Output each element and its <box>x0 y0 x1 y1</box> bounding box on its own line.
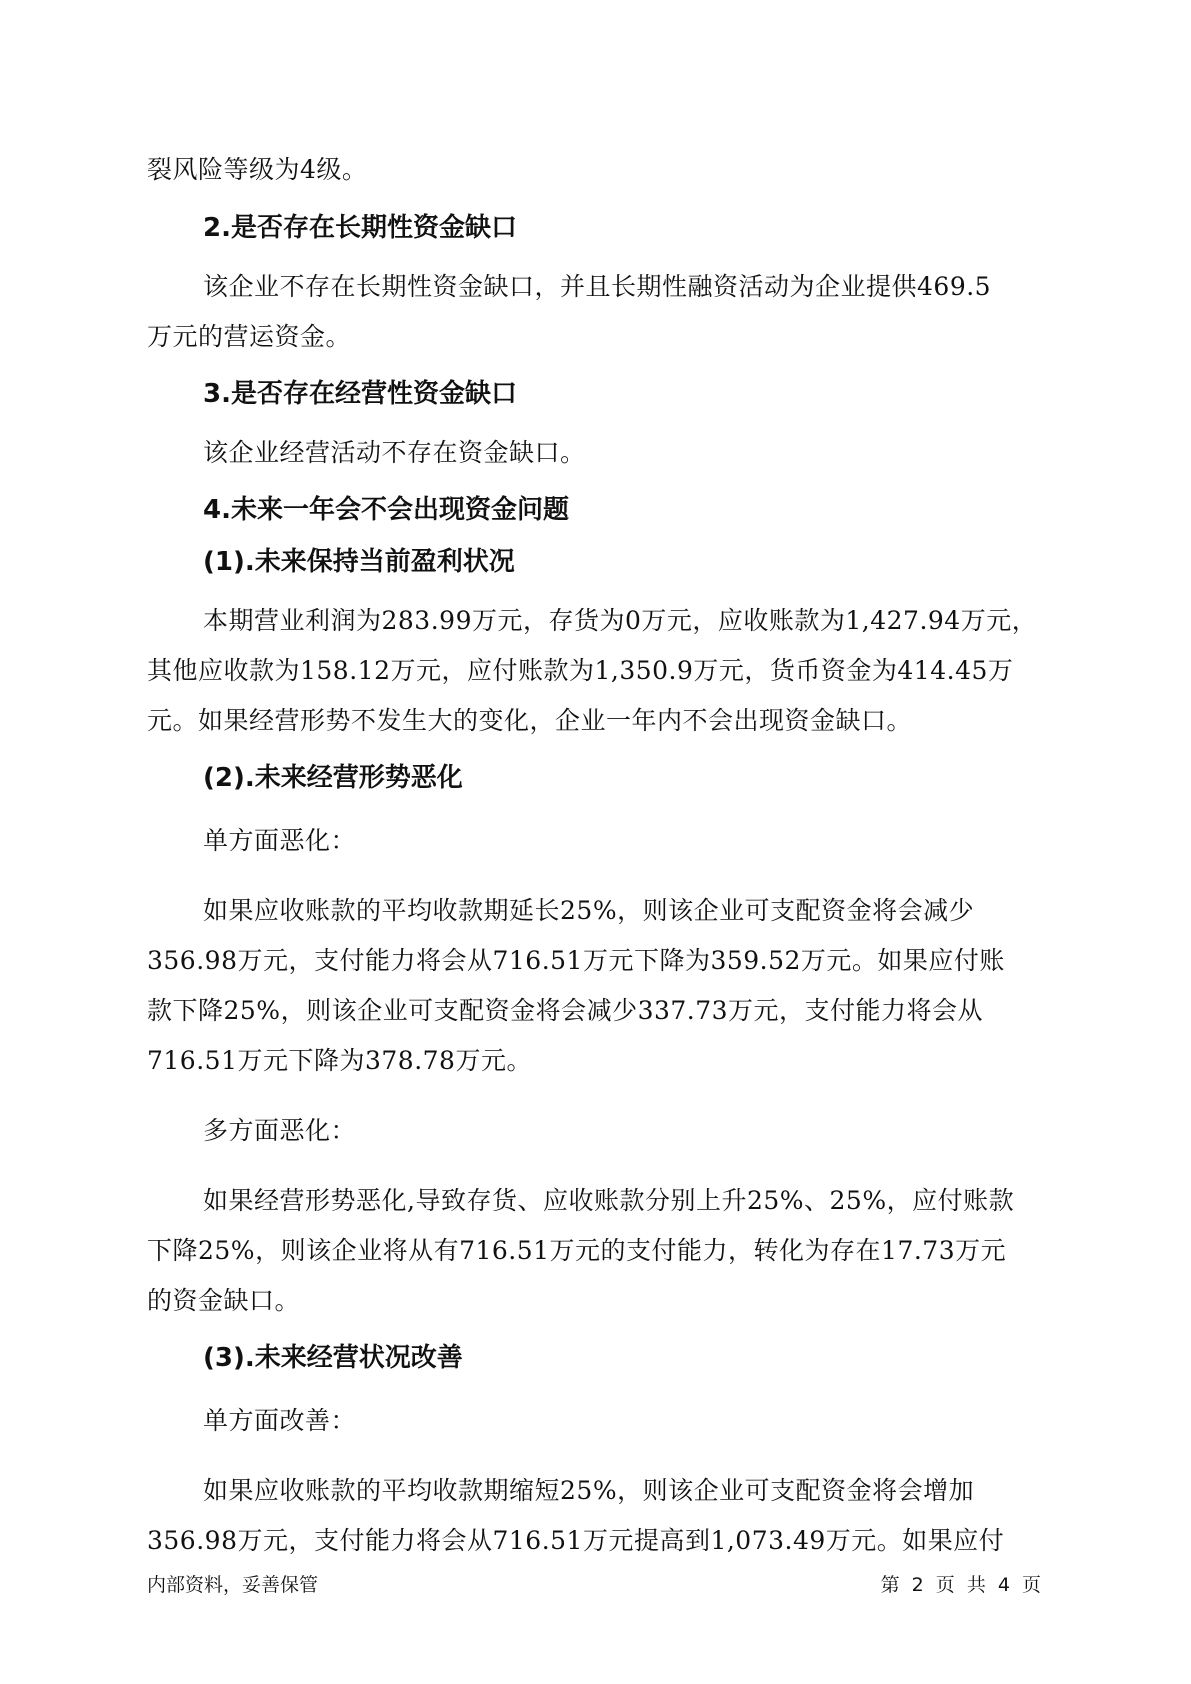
paragraph-line: 356.98万元，支付能力将会从716.51万元下降为359.52万元。如果应付账 <box>147 946 1005 975</box>
paragraph-line: 单方面改善： <box>203 1406 357 1435</box>
paragraph-line: 该企业不存在长期性资金缺口，并且长期性融资活动为企业提供469.5 <box>203 272 992 301</box>
paragraph-line: 万元的营运资金。 <box>147 322 352 351</box>
paragraph-line: 的资金缺口。 <box>147 1286 301 1315</box>
paragraph-line: 本期营业利润为283.99万元，存货为0万元，应收账款为1,427.94万元， <box>203 606 1038 635</box>
section-heading-2: 2.是否存在长期性资金缺口 <box>203 213 517 243</box>
footer-page-number: 第 2 页 共 4 页 <box>880 1574 1041 1596</box>
paragraph-line: 如果应收账款的平均收款期缩短25%，则该企业可支配资金将会增加 <box>203 1476 975 1505</box>
section-heading-4: 4.未来一年会不会出现资金问题 <box>203 495 569 525</box>
paragraph-line: 该企业经营活动不存在资金缺口。 <box>203 438 586 467</box>
paragraph-line: 其他应收款为158.12万元，应付账款为1,350.9万元，货币资金为414.45万 <box>147 656 1014 685</box>
section-heading-3: 3.是否存在经营性资金缺口 <box>203 379 517 409</box>
paragraph-line: 如果经营形势恶化,导致存货、应收账款分别上升25%、25%，应付账款 <box>203 1186 1015 1215</box>
paragraph-line: 356.98万元，支付能力将会从716.51万元提高到1,073.49万元。如果应付 <box>147 1526 1005 1555</box>
paragraph-line: 716.51万元下降为378.78万元。 <box>147 1046 532 1075</box>
footer-confidential-note: 内部资料，妥善保管 <box>147 1574 319 1596</box>
paragraph-line: 下降25%，则该企业将从有716.51万元的支付能力，转化为存在17.73万元 <box>147 1236 1007 1265</box>
paragraph-line: 单方面恶化： <box>203 826 357 855</box>
paragraph-line: 裂风险等级为4级。 <box>147 155 368 184</box>
subsection-heading-3: (3).未来经营状况改善 <box>203 1343 463 1373</box>
paragraph-line: 款下降25%，则该企业可支配资金将会减少337.73万元，支付能力将会从 <box>147 996 984 1025</box>
paragraph-line: 元。如果经营形势不发生大的变化，企业一年内不会出现资金缺口。 <box>147 706 913 735</box>
paragraph-line: 如果应收账款的平均收款期延长25%，则该企业可支配资金将会减少 <box>203 896 975 925</box>
paragraph-line: 多方面恶化： <box>203 1116 357 1145</box>
subsection-heading-2: (2).未来经营形势恶化 <box>203 763 463 793</box>
subsection-heading-1: (1).未来保持当前盈利状况 <box>203 547 515 577</box>
